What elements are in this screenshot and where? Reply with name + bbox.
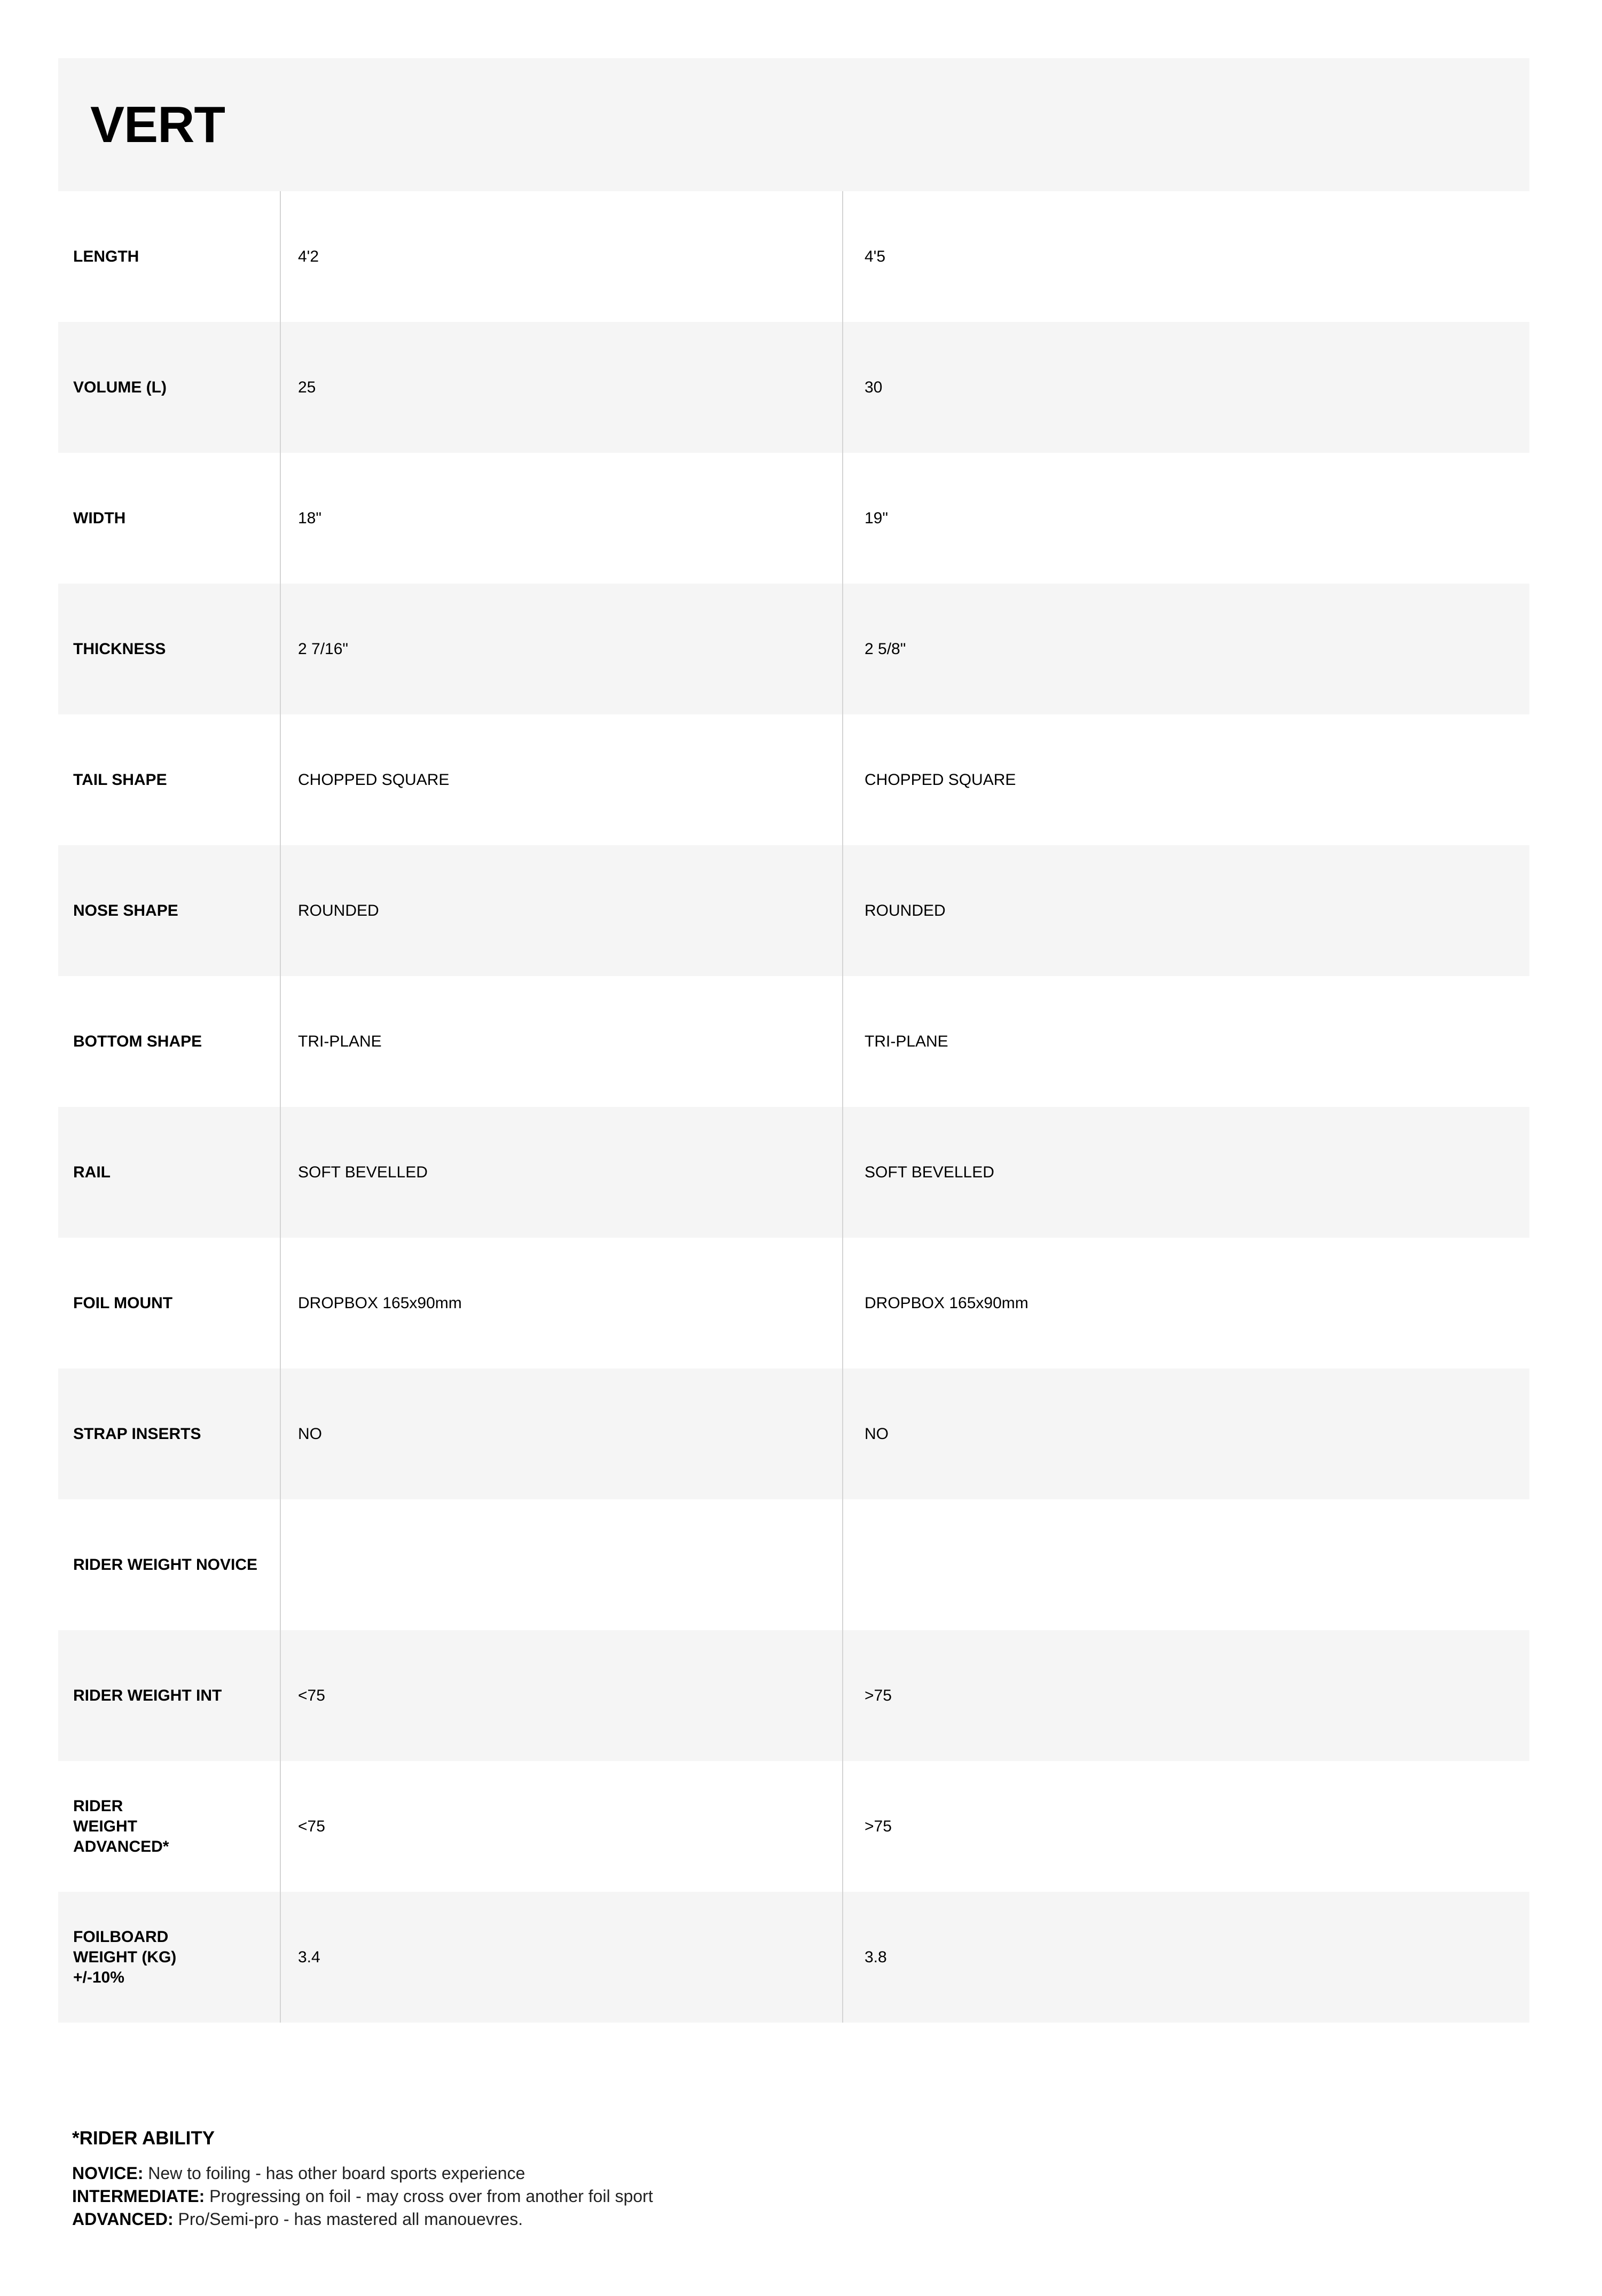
cell-size-2: DROPBOX 165x90mm: [842, 1238, 1529, 1369]
table-row: [58, 453, 1529, 584]
cell-size-1: <75: [280, 1761, 842, 1892]
table-row: [58, 1499, 1529, 1630]
cell-size-2: NO: [842, 1369, 1529, 1499]
cell-size-1: DROPBOX 165x90mm: [280, 1238, 842, 1369]
cell-size-1: NO: [280, 1369, 842, 1499]
row-label: LENGTH: [73, 247, 139, 265]
table-row: [58, 1369, 1529, 1499]
cell-size-2: CHOPPED SQUARE: [842, 714, 1529, 845]
page-title: VERT: [90, 96, 225, 153]
rider-ability-legend: [72, 2128, 653, 2231]
row-label: RAIL: [73, 1163, 111, 1181]
cell-size-2: 19": [842, 453, 1529, 584]
cell-size-2: ROUNDED: [842, 845, 1529, 976]
row-label: NOSE SHAPE: [73, 901, 178, 919]
cell-size-1: 2 7/16": [280, 584, 842, 714]
legend-term: ADVANCED:: [72, 2209, 174, 2229]
cell-size-2: >75: [842, 1761, 1529, 1892]
table-row: [58, 714, 1529, 845]
cell-size-1: ROUNDED: [280, 845, 842, 976]
row-label: TAIL SHAPE: [73, 770, 167, 789]
row-label: THICKNESS: [73, 640, 166, 658]
table-row: [58, 1761, 1529, 1892]
table-row: [58, 845, 1529, 976]
title-banner: [58, 58, 1529, 191]
spec-table: [58, 191, 1529, 2023]
table-row: [58, 584, 1529, 714]
cell-size-2: 2 5/8": [842, 584, 1529, 714]
cell-size-1: 4'2: [280, 191, 842, 322]
cell-size-2: TRI-PLANE: [842, 976, 1529, 1107]
legend-intermediate: [72, 2185, 653, 2208]
table-row: [58, 1107, 1529, 1238]
cell-size-2: 30: [842, 322, 1529, 453]
row-label: FOILBOARD WEIGHT (KG) +/-10%: [73, 1928, 177, 1986]
legend-advanced: [72, 2208, 653, 2231]
cell-size-2: >75: [842, 1630, 1529, 1761]
table-row: [58, 1892, 1529, 2023]
cell-size-1: CHOPPED SQUARE: [280, 714, 842, 845]
legend-novice: [72, 2162, 653, 2185]
cell-size-1: 18": [280, 453, 842, 584]
legend-title: *RIDER ABILITY: [72, 2128, 215, 2149]
row-label: FOIL MOUNT: [73, 1294, 173, 1312]
row-label: RIDER WEIGHT ADVANCED*: [73, 1797, 169, 1855]
cell-size-2: 4'5: [842, 191, 1529, 322]
row-label: STRAP INSERTS: [73, 1425, 201, 1443]
row-label: WIDTH: [73, 509, 126, 527]
table-row: [58, 322, 1529, 453]
legend-text: Progressing on foil - may cross over from another foil sport: [205, 2187, 653, 2206]
cell-size-1: <75: [280, 1630, 842, 1761]
cell-size-2: SOFT BEVELLED: [842, 1107, 1529, 1238]
cell-size-1: [280, 1499, 842, 1630]
legend-text: New to foiling - has other board sports experience: [143, 2164, 525, 2183]
cell-size-2: 3.8: [842, 1892, 1529, 2023]
cell-size-1: 3.4: [280, 1892, 842, 2023]
row-label: BOTTOM SHAPE: [73, 1032, 202, 1050]
row-label: RIDER WEIGHT INT: [73, 1686, 222, 1704]
cell-size-1: TRI-PLANE: [280, 976, 842, 1107]
row-label: RIDER WEIGHT NOVICE: [73, 1555, 258, 1574]
cell-size-1: SOFT BEVELLED: [280, 1107, 842, 1238]
legend-term: NOVICE:: [72, 2164, 144, 2183]
table-row: [58, 191, 1529, 322]
cell-size-1: 25: [280, 322, 842, 453]
row-label: VOLUME (L): [73, 378, 167, 396]
legend-text: Pro/Semi-pro - has mastered all manouevres.: [173, 2209, 523, 2229]
cell-size-2: [842, 1499, 1529, 1630]
legend-term: INTERMEDIATE:: [72, 2187, 205, 2206]
table-row: [58, 1630, 1529, 1761]
table-row: [58, 1238, 1529, 1369]
table-row: [58, 976, 1529, 1107]
